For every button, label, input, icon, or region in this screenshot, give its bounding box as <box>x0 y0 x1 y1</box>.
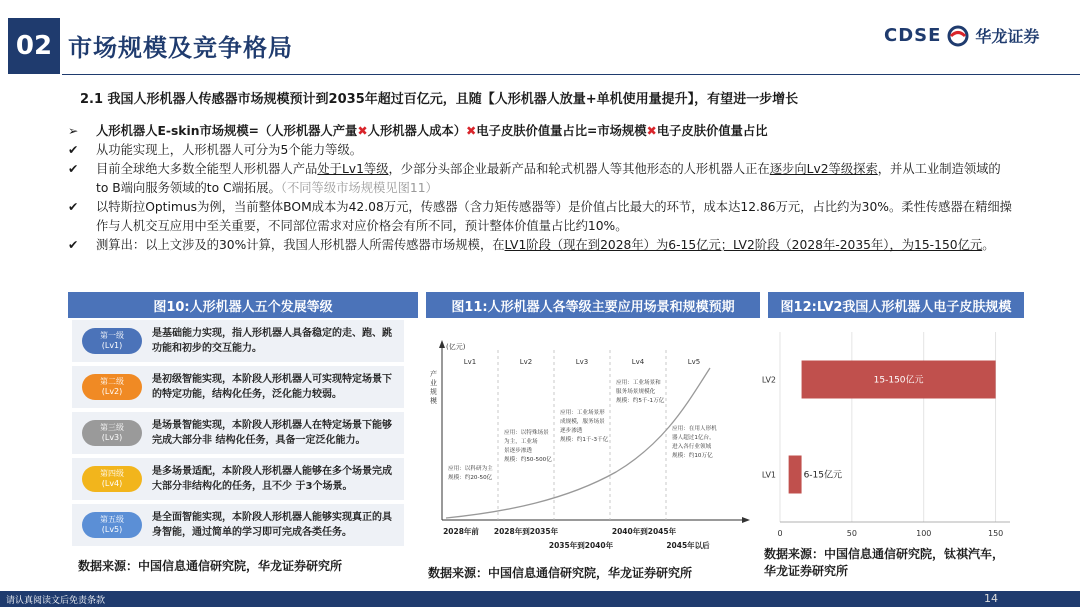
fig11-x-label: 2028年前 <box>443 527 479 536</box>
fig11-ylabel-char: 规 <box>430 388 437 396</box>
header-divider <box>62 74 1080 75</box>
level-badge-code: (Lv4) <box>101 479 123 488</box>
fig11-annotation: 规模：约50-500亿 <box>504 457 552 463</box>
logo-swirl-icon <box>947 25 969 47</box>
fig11-title: 图11:人形机器人各等级主要应用场景和规模预期 <box>426 292 760 318</box>
multiply-icon: ✖ <box>646 124 657 138</box>
fig11-annotation: 应用：在用人形机 <box>672 426 717 432</box>
bullet-underlined-text: 逐步向Lv2等级探索 <box>769 162 878 176</box>
level-row <box>72 366 404 408</box>
level-badge <box>82 466 142 492</box>
formula-part-b: 人形机器人成本） <box>367 124 467 138</box>
fig12-data-label: 6-15亿元 <box>803 470 842 481</box>
fig11-x-label: 2045年以后 <box>666 541 710 550</box>
fig10-source: 数据来源：中国信息通信研究院，华龙证券研究所 <box>78 559 343 573</box>
check-icon: ✔ <box>68 238 79 252</box>
level-badge <box>82 512 142 538</box>
fig10-title: 图10:人形机器人五个发展等级 <box>68 292 418 318</box>
fig11-annotation: 服务场景规模化 <box>616 389 656 395</box>
level-badge-name: 第五级 <box>100 515 124 524</box>
level-row <box>72 504 404 546</box>
fig11-annotation: 应用：工业场景和 <box>616 380 661 386</box>
fig12-xtick-label: 50 <box>846 529 857 538</box>
fig11-chart <box>426 322 760 554</box>
fig11-annotation: 规模：约5千-1万亿 <box>616 398 665 404</box>
bullet-note: （不同等级市场规模见图11） <box>280 181 438 195</box>
bullet-item <box>68 160 1013 198</box>
fig11-annotation: 应用：以科研为主 <box>448 466 493 472</box>
page-number: 14 <box>984 592 998 605</box>
fig12-xtick-label: 0 <box>777 529 783 538</box>
bullet-text: ，少部分头部企业最新产品和轮式机器人等其他形态的人形机器人正在 <box>388 162 770 176</box>
fig11-level-label: Lv4 <box>631 358 645 366</box>
level-badge <box>82 374 142 400</box>
level-badge-code: (Lv2) <box>101 387 123 396</box>
fig11-annotation: 逐步渗透 <box>560 428 583 434</box>
fig12-xtick-label: 150 <box>987 529 1004 538</box>
bullet-text: 目前全球绝大多数全能型人形机器人产品 <box>96 162 318 176</box>
level-badge-code: (Lv1) <box>101 341 123 350</box>
fig11-x-label: 2035年到2040年 <box>548 541 614 550</box>
fig12-category-label: LV1 <box>761 470 776 480</box>
fig11-annotation: 应用：以特殊场景 <box>504 430 549 436</box>
fig11-annotation: 为主，工业场 <box>504 439 538 445</box>
slide-subtitle: 2.1 我国人形机器人传感器市场规模预计到2035年超过百亿元，且随【人形机器人放量+单机使用量提升】，有望进一步增长 <box>80 92 799 107</box>
formula-part-d: 电子皮肤价值量占比 <box>656 124 768 138</box>
bullet-underlined-text: 处于Lv1等级 <box>317 162 389 176</box>
level-badge <box>82 328 142 354</box>
fig11-annotation: 规模：约1千-3千亿 <box>560 437 609 443</box>
fig12-bar <box>789 456 802 494</box>
level-description: 是场景智能实现，本阶段人形机器人在特定场景下能够完成大部分非 结构化任务，具备一定泛化能力。 <box>152 420 392 446</box>
level-description: 是全面智能实现，本阶段人形机器人能够实现真正的具身智能，通过简单的学习即可完成各类任务。 <box>152 512 392 538</box>
check-icon: ✔ <box>68 143 79 157</box>
fig11-annotation: 规模：约10万亿 <box>672 453 713 459</box>
bullet-text: 从功能实现上，人形机器人可分为5个能力等级。 <box>96 143 363 157</box>
arrow-bullet-icon: ➢ <box>68 124 79 138</box>
footer-disclaimer: 请认真阅读文后免责条款 <box>6 596 106 606</box>
fig11-annotation: 成规模，服务场景 <box>560 419 605 425</box>
level-badge-code: (Lv3) <box>101 433 123 442</box>
bullet-item <box>68 141 1013 160</box>
bullet-text: 以特斯拉Optimus为例，当前整体BOM成本为42.08万元，传感器（含力矩传感器等）是价值占比最大的环节，成本达12.86万元，占比约为30%。柔性传感器在精细操作与人机交互应用中至关重要，不同部位需求对应价格会有所不同，预计整体价值量占比约10%。 <box>96 200 1012 233</box>
fig12-source-line: 华龙证券研究所 <box>764 564 849 578</box>
logo-en: CDSE <box>884 25 942 46</box>
level-description: 是基础能力实现，指人形机器人具备稳定的走、跑、跳功能和初步的交互能力。 <box>152 328 392 354</box>
brand-logo <box>884 24 1039 47</box>
fig11-x-label: 2028年到2035年 <box>493 527 559 536</box>
bullet-text: 测算出：以上文涉及的30%计算，我国人形机器人所需传感器市场规模，在 <box>96 238 505 252</box>
bullet-item <box>68 198 1013 236</box>
level-row <box>72 412 404 454</box>
level-badge-name: 第四级 <box>100 469 124 478</box>
fig12-chart <box>752 320 1024 542</box>
check-icon: ✔ <box>68 200 79 214</box>
fig12-source-line: 数据来源：中国信息通信研究院，钛祺汽车， <box>764 547 1005 561</box>
bullet-formula <box>68 122 1013 141</box>
fig11-ylabel <box>430 369 437 405</box>
fig11-annotation: 景逐步渗透 <box>504 448 532 454</box>
level-description: 是多场景适配，本阶段人形机器人能够在多个场景完成大部分非结构化的任务，且不少 于3个场景。 <box>152 466 392 492</box>
bullet-item <box>68 236 1013 255</box>
fig11-level-label: Lv2 <box>519 358 533 366</box>
level-description: 是初级智能实现，本阶段人形机器人可实现特定场景下的特定功能，结构化任务，泛化能力较弱。 <box>152 374 392 400</box>
bullet-list <box>68 122 1013 255</box>
fig12-xtick-label: 100 <box>916 529 932 538</box>
bullet-text: 。 <box>982 238 995 252</box>
fig11-level-label: Lv3 <box>575 358 589 366</box>
multiply-icon: ✖ <box>466 124 477 138</box>
fig11-ylabel-char: 业 <box>430 379 437 387</box>
fig11-unit: (亿元) <box>446 343 466 351</box>
level-badge-code: (Lv5) <box>101 525 123 534</box>
bullet-text: ，并从工业制造领域的to B端向服务领域的to C端拓展。 <box>96 162 1001 195</box>
level-badge-name: 第一级 <box>100 331 124 340</box>
fig11-annotation: 规模：约20-50亿 <box>448 475 493 481</box>
fig11-annotation: 应用：工业场景形 <box>560 410 605 416</box>
level-row <box>72 320 404 362</box>
formula-part-c: 电子皮肤价值量占比=市场规模 <box>476 124 647 138</box>
fig12-source <box>764 546 1004 580</box>
fig11-x-label: 2040年到2045年 <box>611 527 677 536</box>
fig11-level-label: Lv5 <box>687 358 701 366</box>
section-title: 市场规模及竞争格局 <box>68 34 293 62</box>
footer-bar <box>0 591 1080 607</box>
check-icon: ✔ <box>68 162 79 176</box>
fig12-category-label: LV2 <box>761 375 776 385</box>
level-badge-name: 第三级 <box>100 423 124 432</box>
bullet-underlined-text: LV1阶段（现在到2028年）为6-15亿元；LV2阶段（2028年-2035年），为15-150亿元 <box>504 238 983 252</box>
logo-cn: 华龙证券 <box>975 27 1040 46</box>
level-badge-name: 第二级 <box>100 377 124 386</box>
fig11-annotation: 进入各行业领域 <box>672 444 712 450</box>
fig11-annotation: 器人超过1亿台， <box>672 435 715 441</box>
section-number: 02 <box>8 18 60 74</box>
fig11-ylabel-char: 产 <box>430 370 437 378</box>
fig11-level-label: Lv1 <box>463 358 477 366</box>
formula-part-a: 人形机器人E-skin市场规模=（人形机器人产量 <box>96 124 358 138</box>
level-row <box>72 458 404 500</box>
fig11-source: 数据来源：中国信息通信研究院，华龙证券研究所 <box>428 566 693 580</box>
multiply-icon: ✖ <box>357 124 368 138</box>
fig12-data-label: 15-150亿元 <box>873 375 924 386</box>
fig11-ylabel-char: 模 <box>430 397 437 405</box>
fig12-title: 图12:LV2我国人形机器人电子皮肤规模 <box>768 292 1024 318</box>
level-badge <box>82 420 142 446</box>
